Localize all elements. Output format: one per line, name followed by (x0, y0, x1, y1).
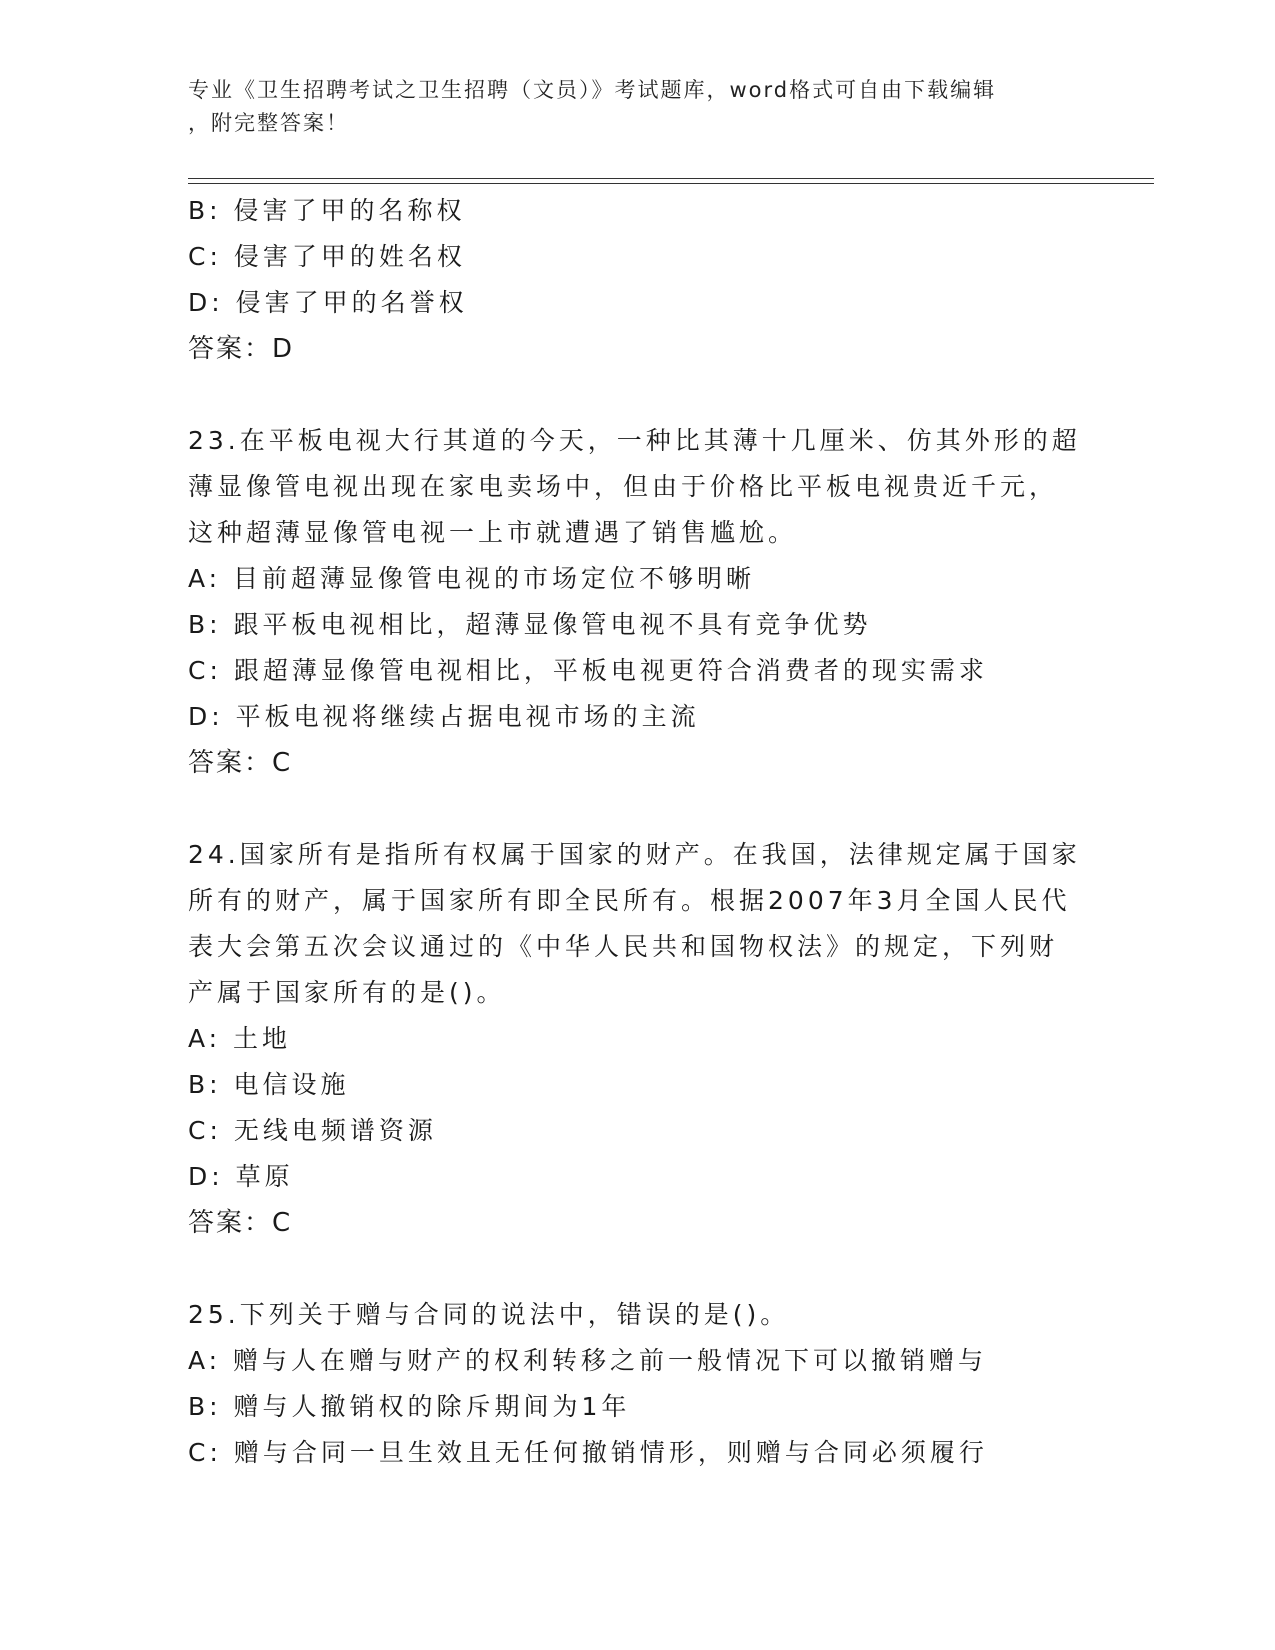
spacer (188, 372, 1088, 418)
answer-label: 答案：C (188, 1208, 293, 1238)
header-title-line-1: 专业《卫生招聘考试之卫生招聘（文员）》考试题库，word格式可自由下载编辑 (188, 78, 997, 102)
answer-label: 答案：D (188, 334, 295, 364)
option-d: D: 侵害了甲的名誉权 (188, 288, 468, 317)
question-23 (188, 418, 1088, 786)
answer-label: 答案：C (188, 748, 293, 778)
question-content (188, 188, 1088, 1476)
page-header (188, 74, 1068, 140)
header-divider-top (188, 178, 1154, 179)
question-stem-line: 表大会第五次会议通过的《中华人民共和国物权法》的规定，下列财 (188, 932, 1059, 961)
question-stem-line: 25.下列关于赠与合同的说法中，错误的是()。 (188, 1300, 790, 1329)
spacer (188, 1246, 1088, 1292)
question-stem-line: 23.在平板电视大行其道的今天，一种比其薄十几厘米、仿其外形的超 (188, 426, 1081, 455)
option-d: D: 平板电视将继续占据电视市场的主流 (188, 702, 700, 731)
question-stem-line: 所有的财产，属于国家所有即全民所有。根据2007年3月全国人民代 (188, 886, 1071, 915)
option-d: D: 草原 (188, 1162, 294, 1191)
option-b: B: 电信设施 (188, 1070, 350, 1099)
option-c: C: 赠与合同一旦生效且无任何撤销情形，则赠与合同必须履行 (188, 1438, 988, 1467)
header-title-line-2: ，附完整答案！ (188, 111, 349, 135)
question-22-tail (188, 188, 1088, 372)
option-b: B: 跟平板电视相比，超薄显像管电视不具有竞争优势 (188, 610, 872, 639)
option-c: C: 无线电频谱资源 (188, 1116, 437, 1145)
option-b: B: 赠与人撤销权的除斥期间为1年 (188, 1392, 631, 1421)
spacer (188, 786, 1088, 832)
question-25 (188, 1292, 1088, 1476)
option-a: A: 赠与人在赠与财产的权利转移之前一般情况下可以撤销赠与 (188, 1346, 988, 1375)
question-stem-line: 这种超薄显像管电视一上市就遭遇了销售尴尬。 (188, 518, 798, 547)
question-stem-line: 薄显像管电视出现在家电卖场中，但由于价格比平板电视贵近千元， (188, 472, 1059, 501)
option-b: B: 侵害了甲的名称权 (188, 196, 466, 225)
option-a: A: 土地 (188, 1024, 292, 1053)
option-a: A: 目前超薄显像管电视的市场定位不够明晰 (188, 564, 756, 593)
question-stem-line: 24.国家所有是指所有权属于国家的财产。在我国，法律规定属于国家 (188, 840, 1081, 869)
question-stem-line: 产属于国家所有的是()。 (188, 978, 506, 1007)
option-c: C: 侵害了甲的姓名权 (188, 242, 466, 271)
question-24 (188, 832, 1088, 1246)
option-c: C: 跟超薄显像管电视相比，平板电视更符合消费者的现实需求 (188, 656, 988, 685)
header-divider-bottom (188, 183, 1154, 184)
